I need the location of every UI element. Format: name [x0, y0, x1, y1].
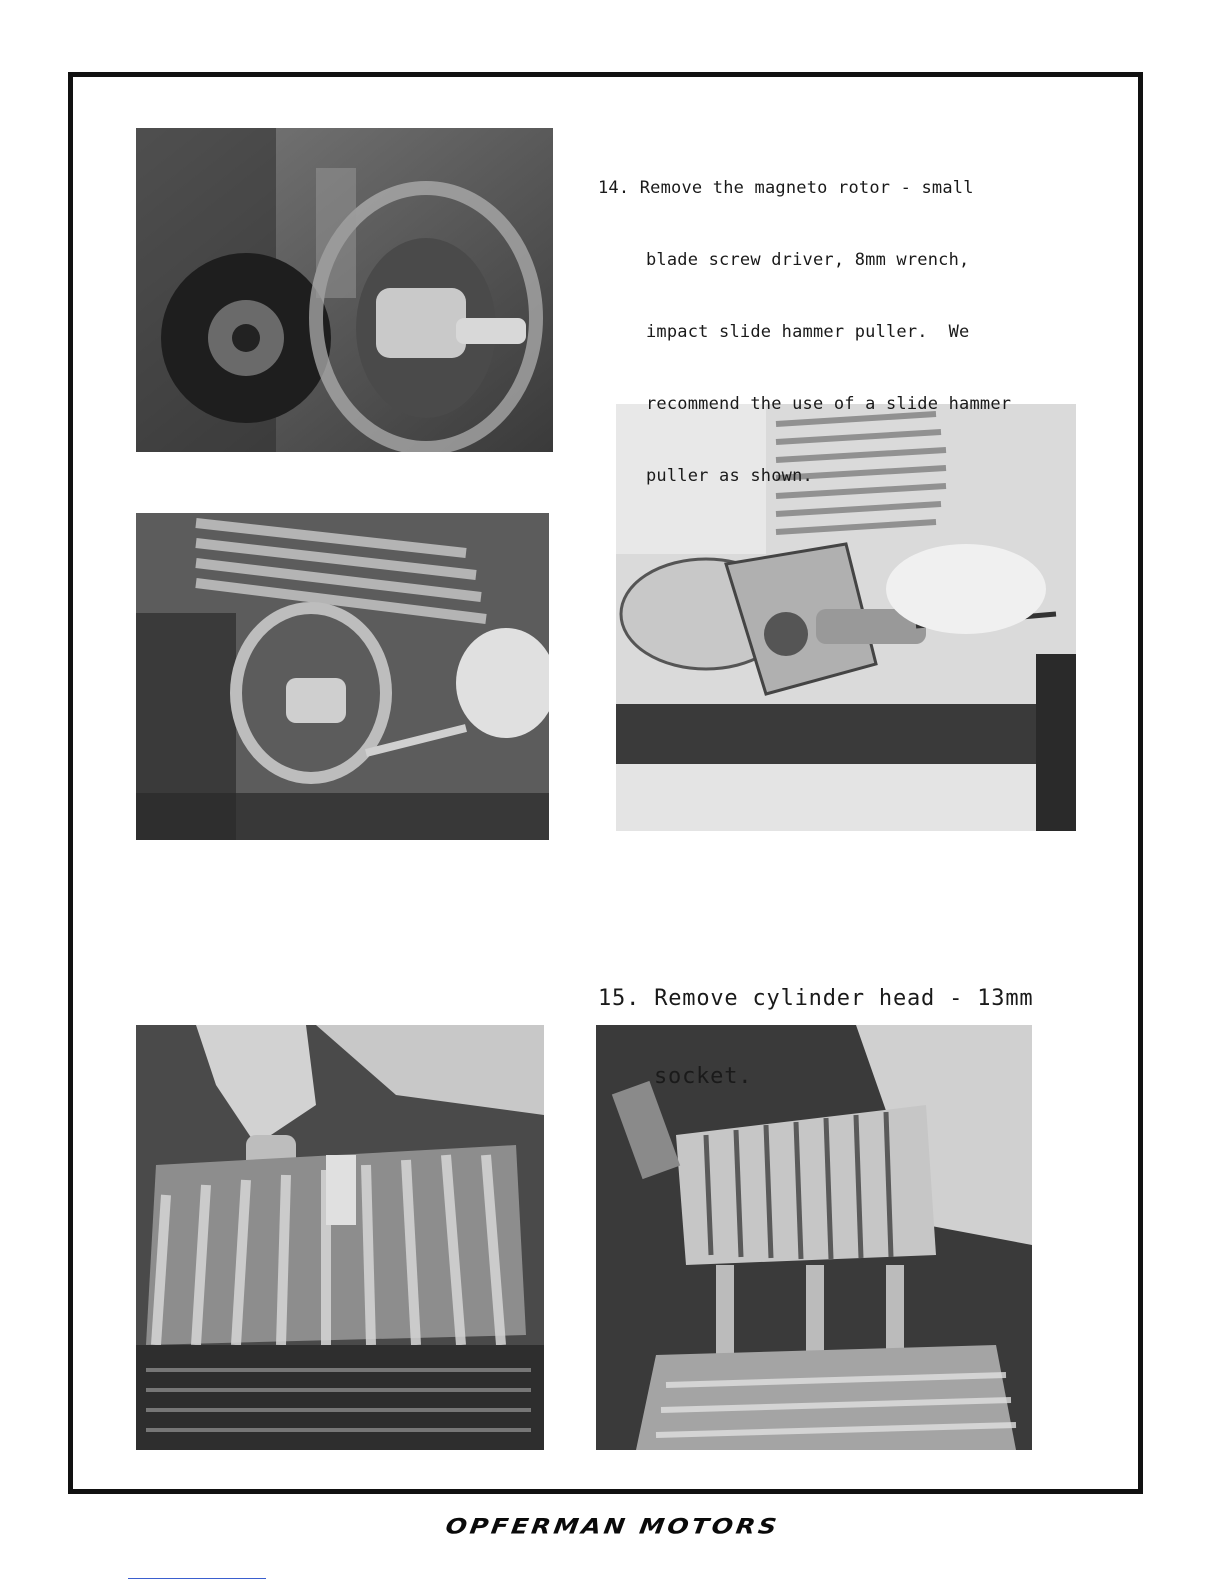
step-14-number: 14. [598, 178, 630, 198]
step-14-line-3: impact slide hammer puller. We [646, 322, 970, 342]
step-15-line-2: socket. [654, 1064, 753, 1089]
step-15-line-1: Remove cylinder head - 13mm [654, 986, 1034, 1011]
photo-magneto-rotor [136, 128, 553, 452]
footer-link-rule [128, 1578, 266, 1579]
footer-brand-logo: OPFERMAN MOTORS [444, 1514, 781, 1539]
step-14-instructions [598, 128, 1011, 512]
step-14-line-2: blade screw driver, 8mm wrench, [646, 250, 970, 270]
step-14-line-5: puller as shown. [646, 466, 813, 486]
step-14-line-1: Remove the magneto rotor - small [639, 178, 974, 198]
photo-head-socket-wrench [136, 1025, 544, 1450]
step-14-line-4: recommend the use of a slide hammer [646, 394, 1012, 414]
step-15-instructions [598, 934, 1033, 1116]
step-15-number: 15. [598, 986, 641, 1011]
photo-screwdriver-rotor [136, 513, 549, 840]
